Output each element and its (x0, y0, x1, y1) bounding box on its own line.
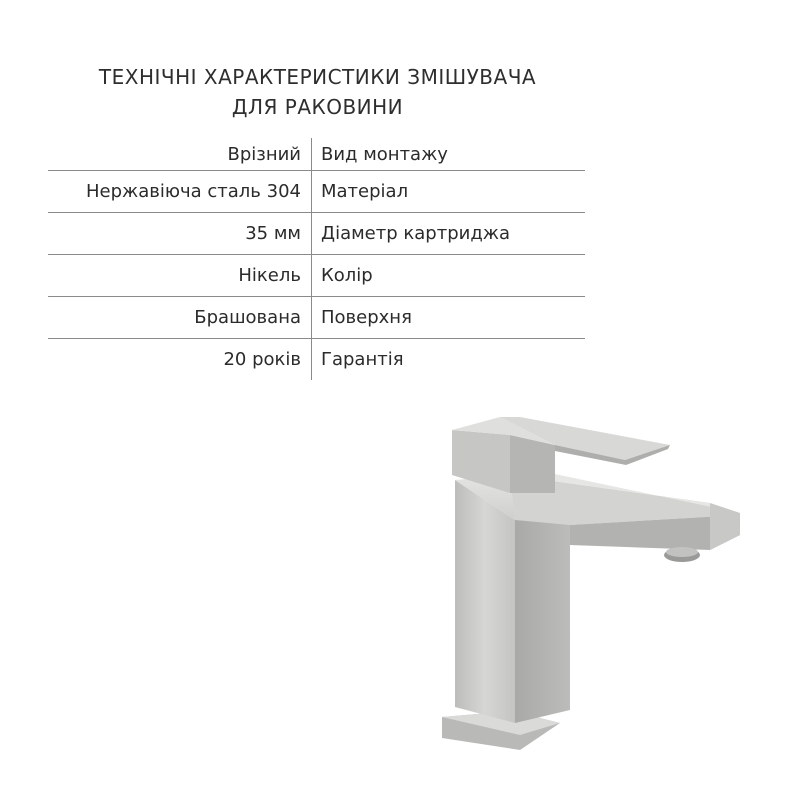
spec-label: Діаметр картриджа (321, 223, 511, 244)
spec-value: Врізний (48, 138, 312, 170)
title-line-2: ДЛЯ РАКОВИНИ (231, 95, 404, 119)
spec-row (48, 339, 585, 380)
title-line-1: ТЕХНІЧНІ ХАРАКТЕРИСТИКИ ЗМІШУВАЧА (98, 65, 537, 89)
spec-value: Нержавіюча сталь 304 (48, 171, 312, 212)
spec-label: Колір (321, 265, 373, 286)
spec-label: Гарантія (321, 349, 404, 370)
spec-label: Вид монтажу (321, 143, 448, 165)
faucet-icon (430, 405, 750, 765)
spec-row (48, 255, 585, 297)
page-title (50, 62, 585, 122)
spec-value: Брашована (48, 297, 312, 338)
spec-label: Поверхня (321, 307, 412, 328)
spec-value: Нікель (48, 255, 312, 296)
spec-row (48, 138, 585, 171)
spec-row (48, 297, 585, 339)
spec-row (48, 171, 585, 213)
spec-label: Матеріал (321, 181, 409, 202)
spec-row (48, 213, 585, 255)
spec-value: 20 років (48, 339, 312, 380)
spec-value: 35 мм (48, 213, 312, 254)
specs-table (48, 138, 585, 380)
